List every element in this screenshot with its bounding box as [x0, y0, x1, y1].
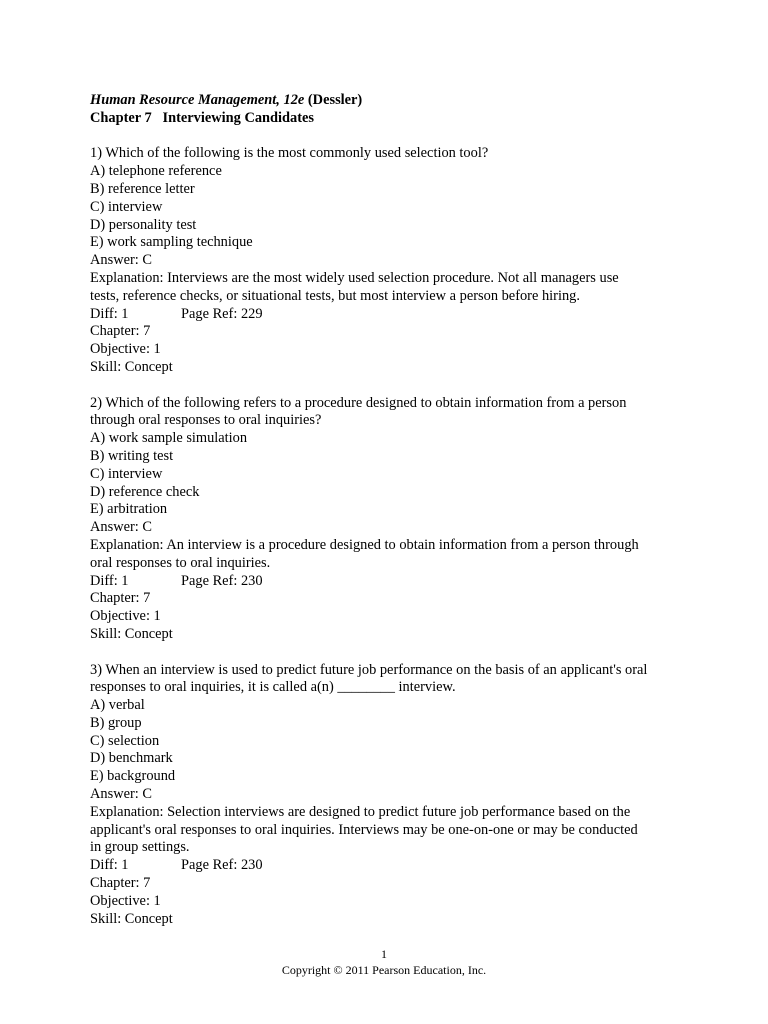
answer-option: C) selection: [90, 732, 160, 749]
page-reference: Page Ref: 230: [181, 572, 263, 589]
question-block: [90, 662, 690, 929]
objective-meta: Objective: 1: [90, 892, 161, 909]
answer-key: Answer: C: [90, 519, 152, 536]
answer-option: E) work sampling technique: [90, 234, 253, 251]
page-reference: Page Ref: 230: [181, 857, 263, 874]
difficulty-value: Diff: 1: [90, 305, 129, 322]
book-author: (Dessler): [307, 92, 363, 108]
difficulty-value: Diff: 1: [90, 857, 129, 874]
answer-option: A) telephone reference: [90, 163, 222, 180]
skill-meta: Skill: Concept: [90, 625, 173, 642]
book-title: Human Resource Management, 12e: [90, 92, 305, 108]
explanation-text: oral responses to oral inquiries.: [90, 554, 271, 571]
spacer: [90, 128, 690, 146]
question-stem: 3) When an interview is used to predict future job performance on the basis of an applicant's oral: [90, 661, 648, 678]
explanation-text: applicant's oral responses to oral inquiries. Interviews may be one-on-one or may be conducted: [90, 821, 638, 838]
question-list: [90, 128, 690, 929]
answer-option: E) arbitration: [90, 501, 168, 518]
answer-option: D) benchmark: [90, 750, 173, 767]
question-block: [90, 145, 690, 376]
chapter-label: Chapter 7: [90, 109, 152, 126]
answer-key: Answer: C: [90, 252, 152, 269]
answer-option: C) interview: [90, 198, 163, 215]
page-reference: Page Ref: 229: [181, 305, 263, 322]
answer-option: D) personality test: [90, 216, 197, 233]
answer-option: A) verbal: [90, 697, 145, 714]
objective-meta: Objective: 1: [90, 608, 161, 625]
explanation-text: Explanation: Interviews are the most widely used selection procedure. Not all managers use: [90, 269, 619, 286]
difficulty-row: [90, 573, 690, 591]
objective-meta: Objective: 1: [90, 341, 161, 358]
difficulty-value: Diff: 1: [90, 572, 129, 589]
skill-meta: Skill: Concept: [90, 358, 173, 375]
answer-option: D) reference check: [90, 483, 200, 500]
spacer: [90, 377, 690, 395]
explanation-text: Explanation: An interview is a procedure designed to obtain information from a person through: [90, 536, 639, 553]
chapter-title: Interviewing Candidates: [162, 109, 315, 126]
document-page: [90, 92, 690, 928]
question-block: [90, 395, 690, 644]
chapter-meta: Chapter: 7: [90, 323, 151, 340]
document-title: [90, 92, 690, 110]
question-stem: 2) Which of the following refers to a procedure designed to obtain information from a person: [90, 394, 627, 411]
answer-option: E) background: [90, 768, 176, 785]
difficulty-row: [90, 857, 690, 875]
question-stem: 1) Which of the following is the most commonly used selection tool?: [90, 145, 489, 162]
question-stem: responses to oral inquiries, it is called a(n) ________ interview.: [90, 679, 456, 696]
answer-option: C) interview: [90, 465, 163, 482]
spacer: [90, 644, 690, 662]
explanation-text: in group settings.: [90, 839, 190, 856]
explanation-text: Explanation: Selection interviews are designed to predict future job performance based on the: [90, 803, 631, 820]
skill-meta: Skill: Concept: [90, 910, 173, 927]
chapter-meta: Chapter: 7: [90, 875, 151, 892]
question-stem: through oral responses to oral inquiries?: [90, 412, 322, 429]
answer-option: B) group: [90, 714, 142, 731]
difficulty-row: [90, 306, 690, 324]
chapter-meta: Chapter: 7: [90, 590, 151, 607]
copyright-notice: Copyright © 2011 Pearson Education, Inc.: [281, 963, 487, 977]
page-number: 1: [381, 947, 387, 961]
chapter-heading: [90, 110, 690, 128]
answer-option: B) reference letter: [90, 180, 195, 197]
answer-option: A) work sample simulation: [90, 430, 248, 447]
answer-key: Answer: C: [90, 786, 152, 803]
explanation-text: tests, reference checks, or situational tests, but most interview a person before hiring.: [90, 287, 580, 304]
answer-option: B) writing test: [90, 447, 174, 464]
